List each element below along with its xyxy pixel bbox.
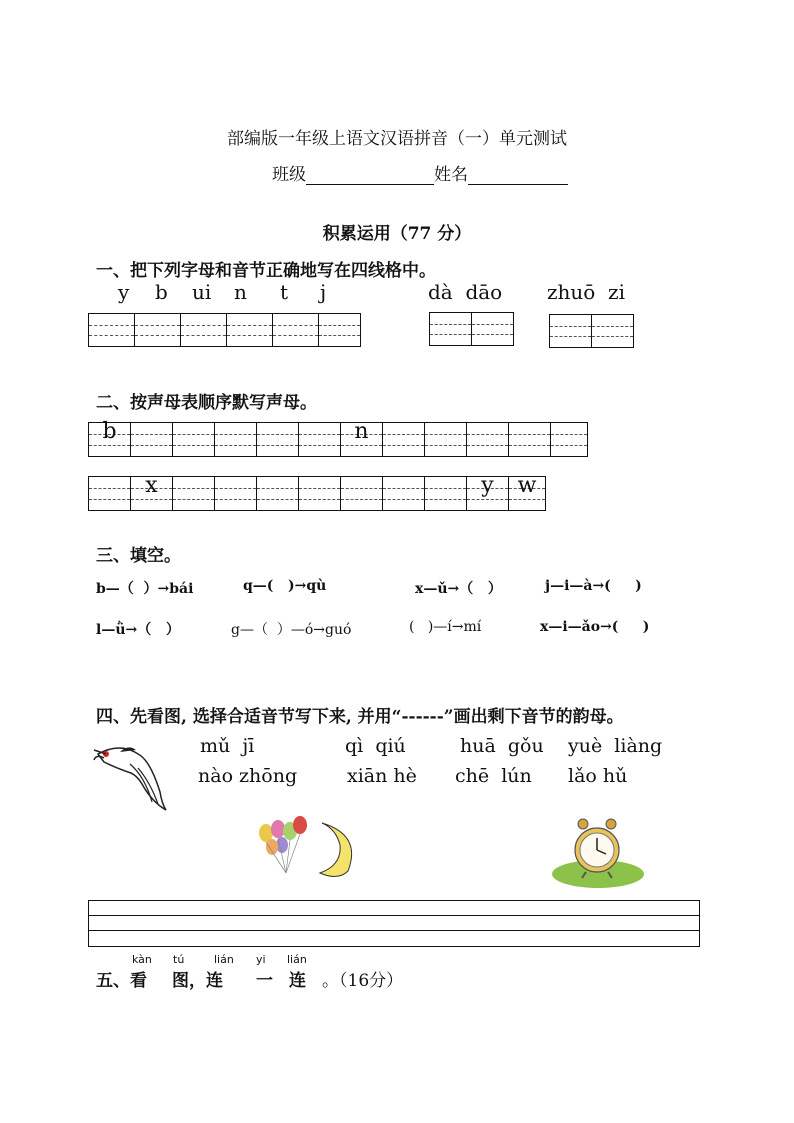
class-label: 班级 — [272, 165, 306, 185]
q5-title-part: 五、看 — [96, 971, 147, 991]
name-label: 姓名 — [434, 165, 468, 185]
q5-pinyin-syllable: tú — [173, 953, 185, 966]
q2-letter: x — [145, 473, 158, 498]
q1-letter: n — [234, 280, 247, 304]
q5-title-part: 图，连 — [172, 971, 223, 991]
class-name-line — [272, 160, 568, 185]
q4-answer-lines[interactable] — [88, 900, 700, 947]
page-title: 部编版一年级上语文汉语拼音（一）单元测试 — [227, 129, 567, 149]
q1-letter: t — [280, 280, 289, 304]
q1-letter: y — [118, 280, 130, 304]
q3-item: g—（ ）—ó→guó — [231, 622, 352, 638]
q3-item: j—i—à→( ) — [545, 578, 642, 594]
q2-letter: b — [102, 419, 117, 444]
q1-grid-letters[interactable] — [88, 313, 361, 347]
q3-item: l—ǜ→（ ） — [96, 622, 180, 638]
q1-grid-dadao[interactable] — [429, 312, 514, 346]
q2-letter: w — [517, 473, 537, 498]
q2-grid-row1[interactable] — [88, 419, 588, 457]
q3-item: ( )—í→mí — [409, 619, 482, 635]
q5-title-part: 连 — [289, 971, 306, 991]
q4-title: 四、先看图, 选择合适音节写下来, 并用“------”画出剩下音节的韵母。 — [96, 707, 624, 727]
q1-syllables-zhuozi: zhuō zi — [547, 280, 625, 304]
q3-title: 三、填空。 — [96, 546, 181, 566]
crane-icon — [90, 732, 172, 812]
alarm-clock-icon — [550, 818, 646, 888]
q2-letter: n — [354, 419, 369, 444]
q5-title — [96, 966, 426, 991]
q5-title-part: 一 — [256, 971, 273, 991]
q4-syllable: qì qiú — [345, 735, 406, 757]
q1-letter: ui — [192, 280, 212, 304]
q5-title-part: 。（16分） — [322, 971, 404, 991]
section-title: 积累运用（77 分） — [322, 224, 472, 244]
q2-grid-row2[interactable] — [88, 473, 546, 511]
q1-letters — [118, 280, 358, 304]
q1-letter: b — [155, 280, 168, 304]
q4-syllable: chē lún — [455, 765, 532, 787]
q4-syllable: yuè liàng — [568, 735, 663, 757]
class-blank[interactable] — [306, 166, 434, 185]
q1-title: 一、把下列字母和音节正确地写在四线格中。 — [96, 261, 436, 281]
q5-pinyin — [132, 953, 352, 967]
q1-grid-zhuozi[interactable] — [549, 314, 634, 348]
q3-item: b—（ ）→bái — [96, 581, 194, 597]
q4-syllable: nào zhōng — [198, 765, 298, 787]
q4-syllable: lǎo hǔ — [568, 765, 628, 787]
q4-syllable: mǔ jī — [200, 735, 255, 757]
q1-letter: j — [320, 280, 327, 304]
q5-pinyin-syllable: kàn — [132, 953, 152, 966]
q1-syllables-dadao: dà dāo — [428, 280, 503, 304]
q4-syllable: xiān hè — [347, 765, 417, 787]
q3-item: q—( )→qù — [243, 578, 327, 594]
name-blank[interactable] — [468, 166, 568, 185]
q5-pinyin-syllable: lián — [214, 953, 234, 966]
balloons-moon-icon — [252, 815, 362, 881]
q5-pinyin-syllable: yi — [256, 953, 266, 966]
q3-item: x—ǔ→（ ） — [415, 581, 502, 597]
q2-title: 二、按声母表顺序默写声母。 — [96, 393, 317, 413]
q2-letter: y — [481, 473, 494, 498]
q5-pinyin-syllable: lián — [287, 953, 307, 966]
q3-item: x—i—ǎo→( ) — [540, 619, 650, 635]
q4-syllable: huā gǒu — [460, 735, 544, 757]
